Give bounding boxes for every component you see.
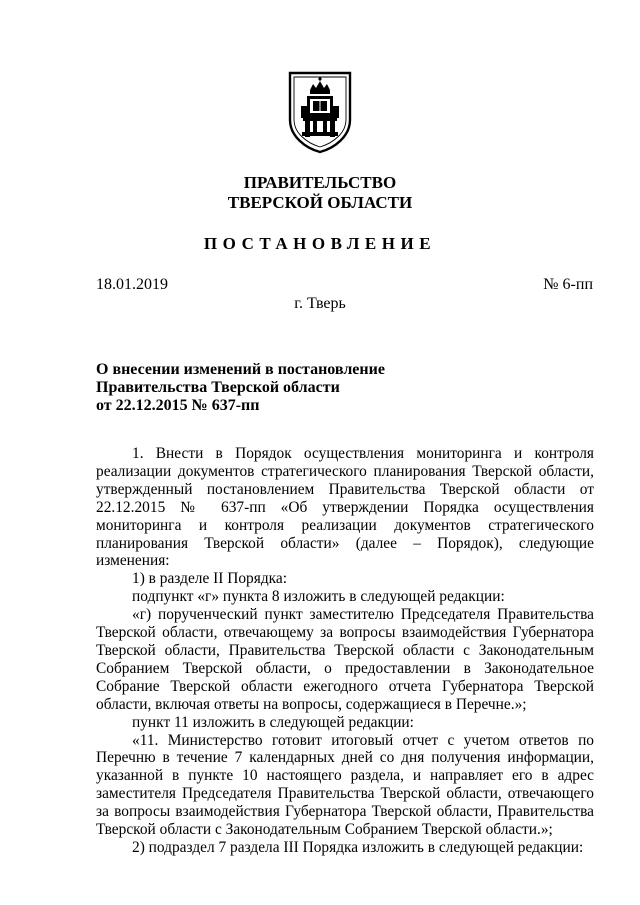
body-paragraph: подпункт «г» пункта 8 изложить в следующей редакции: (132, 588, 505, 606)
subject-line: Правительства Тверской области (96, 379, 340, 396)
tver-coat-of-arms-icon (287, 70, 353, 154)
document-subject (96, 361, 516, 415)
document-body (96, 445, 594, 857)
body-paragraph: пункт 11 изложить в следующей редакции: (132, 713, 414, 731)
subject-line: О внесении изменений в постановление (96, 361, 385, 378)
body-paragraph: 2) подраздел 7 раздела III Порядка изложить в следующей редакции: (132, 838, 584, 856)
body-paragraph: «г) порученческий пункт заместителю Председателя Правительства Тверской области, отвечающему за вопросы взаимодействия Губернатора Тверской области, Правительства Тверской области с Законодательным Собранием Тверской области, о предоставлении в Законодательное Собрание Тверской области ежегодного отчета Губернатора Тверской области, включая ответы на вопросы, содержащиеся в Перечне.»; (96, 606, 594, 713)
body-paragraph: 1) в разделе II Порядка: (132, 570, 287, 588)
body-paragraph: 1. Внести в Порядок осуществления мониторинга и контроля реализации документов стратегического планирования Тверской области, утвержденный постановлением Правительства Тверской области от 22.12.2015 № 637-пп «Об утверждении Порядка осуществления мониторинга и контроля реализации документов стратегического планирования Тверской области» (далее – Порядок), следующие изменения: (96, 445, 594, 570)
document-city: г. Тверь (294, 295, 346, 312)
government-name-line2: ТВЕРСКОЙ ОБЛАСТИ (227, 193, 413, 212)
document-number: № 6-пп (543, 276, 593, 293)
document-type: ПОСТАНОВЛЕНИЕ (203, 234, 437, 253)
government-name-line1: ПРАВИТЕЛЬСТВО (243, 173, 397, 192)
document-date: 18.01.2019 (96, 276, 168, 293)
body-paragraph: «11. Министерство готовит итоговый отчет с учетом ответов по Перечню в течение 7 календарных дней со дня получения информации, указанной в пункте 10 настоящего раздела, и направляет его в адрес заместителя Председателя Правительства Тверской области, отвечающего за вопросы взаимодействия Губернатора Тверской области, Правительства Тверской области с Законодательным Собранием Тверской области.»; (96, 731, 594, 839)
subject-line: от 22.12.2015 № 637-пп (96, 397, 260, 414)
